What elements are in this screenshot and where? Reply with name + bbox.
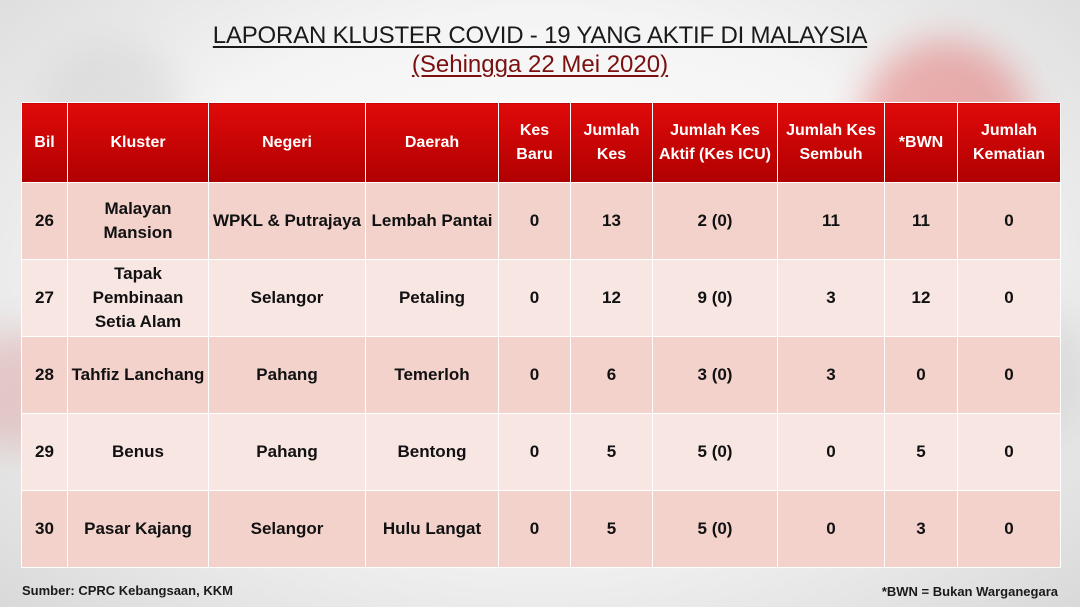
cell-kes-baru: 0 [499,260,571,337]
cell-negeri: Pahang [209,337,366,414]
cell-jumlah-kes: 5 [571,491,653,568]
table-row [22,491,1061,568]
cell-negeri: Pahang [209,414,366,491]
header-jumlah-kes-sembuh: Jumlah Kes Sembuh [778,103,885,183]
cell-kluster: Tapak Pembinaan Setia Alam [68,260,209,337]
header-jumlah-kes-aktif: Jumlah Kes Aktif (Kes ICU) [653,103,778,183]
cell-kes-sembuh: 0 [778,491,885,568]
cell-kes-aktif: 2 (0) [653,183,778,260]
table-row [22,414,1061,491]
cell-kluster: Pasar Kajang [68,491,209,568]
cell-jumlah-kes: 12 [571,260,653,337]
cell-bwn: 11 [885,183,958,260]
cell-bwn: 12 [885,260,958,337]
cell-daerah: Hulu Langat [366,491,499,568]
table-row [22,260,1061,337]
cell-kematian: 0 [958,414,1061,491]
cell-kematian: 0 [958,183,1061,260]
cell-kes-aktif: 9 (0) [653,260,778,337]
header-daerah: Daerah [366,103,499,183]
header-jumlah-kematian: Jumlah Kematian [958,103,1061,183]
header-bil: Bil [22,103,68,183]
page-title: LAPORAN KLUSTER COVID - 19 YANG AKTIF DI MALAYSIA [212,22,868,49]
cell-bil: 26 [22,183,68,260]
cell-bil: 29 [22,414,68,491]
cell-daerah: Lembah Pantai [366,183,499,260]
cell-kes-sembuh: 0 [778,414,885,491]
cell-negeri: Selangor [209,260,366,337]
table-row [22,183,1061,260]
header-bwn: *BWN [885,103,958,183]
header-jumlah-kes: Jumlah Kes [571,103,653,183]
cell-jumlah-kes: 6 [571,337,653,414]
cell-jumlah-kes: 13 [571,183,653,260]
cell-bwn: 5 [885,414,958,491]
cell-kes-aktif: 3 (0) [653,337,778,414]
header-negeri: Negeri [209,103,366,183]
cell-daerah: Petaling [366,260,499,337]
cell-kes-aktif: 5 (0) [653,491,778,568]
cell-kes-baru: 0 [499,491,571,568]
cell-jumlah-kes: 5 [571,414,653,491]
cell-kematian: 0 [958,260,1061,337]
cluster-table [21,102,1061,568]
cell-kluster: Benus [68,414,209,491]
cell-kes-baru: 0 [499,337,571,414]
cell-kes-sembuh: 3 [778,337,885,414]
cell-kluster: Malayan Mansion [68,183,209,260]
table-row [22,337,1061,414]
cell-daerah: Bentong [366,414,499,491]
cell-bwn: 3 [885,491,958,568]
title-block [0,22,1080,80]
cell-kluster: Tahfiz Lanchang [68,337,209,414]
cell-kematian: 0 [958,337,1061,414]
cell-bil: 30 [22,491,68,568]
cell-bil: 27 [22,260,68,337]
cell-daerah: Temerloh [366,337,499,414]
cell-negeri: Selangor [209,491,366,568]
cell-kes-sembuh: 3 [778,260,885,337]
cell-bwn: 0 [885,337,958,414]
table-header-row [22,103,1061,183]
header-kluster: Kluster [68,103,209,183]
cell-bil: 28 [22,337,68,414]
cell-kes-baru: 0 [499,414,571,491]
cell-negeri: WPKL & Putrajaya [209,183,366,260]
header-kes-baru: Kes Baru [499,103,571,183]
cell-kes-aktif: 5 (0) [653,414,778,491]
source-note: Sumber: CPRC Kebangsaan, KKM [22,583,233,598]
cell-kes-baru: 0 [499,183,571,260]
cell-kematian: 0 [958,491,1061,568]
cell-kes-sembuh: 11 [778,183,885,260]
bwn-footnote: *BWN = Bukan Warganegara [881,584,1058,599]
page-subtitle: (Sehingga 22 Mei 2020) [411,51,669,78]
